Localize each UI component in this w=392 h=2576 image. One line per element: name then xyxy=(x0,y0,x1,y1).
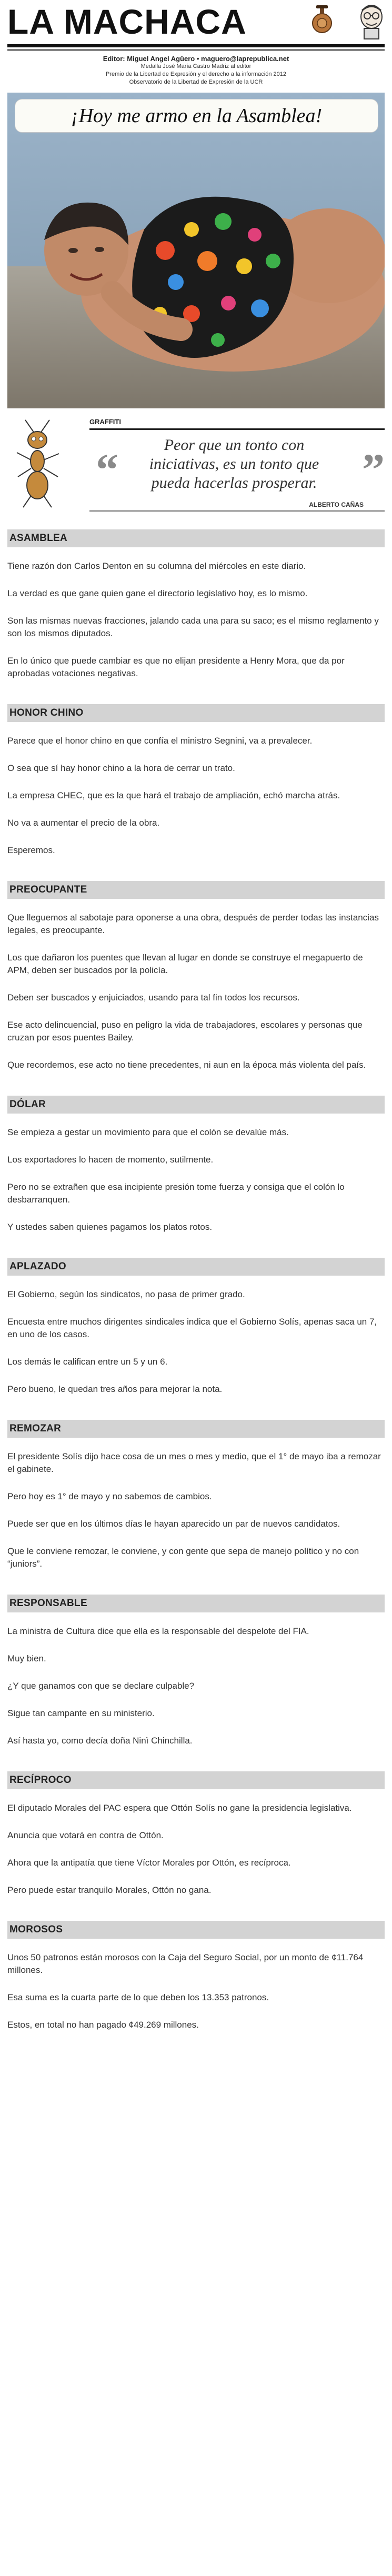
section-paragraph: O sea que sí hay honor chino a la hora de cerrar un trato. xyxy=(7,763,235,773)
section-body xyxy=(7,1939,385,2049)
section-paragraph: Encuesta entre muchos dirigentes sindicales indica que el Gobierno Solís, apenas saca un 7, en uno de los casos. xyxy=(7,1317,377,1339)
section-paragraph: Parece que el honor chino en que confía el ministro Segnini, va a prevalecer. xyxy=(7,736,313,746)
section-paragraph: El Gobierno, según los sindicatos, no pasa de primer grado. xyxy=(7,1289,245,1299)
ant-mascot-icon xyxy=(7,418,71,510)
masthead xyxy=(7,0,385,53)
section-body xyxy=(7,1438,385,1588)
section-paragraph: No va a aumentar el precio de la obra. xyxy=(7,818,160,828)
section-paragraph: En lo único que puede cambiar es que no elijan presidente a Henry Mora, que da por aprobadas votaciones negativas. xyxy=(7,656,345,678)
award-line: Observatorio de la Libertad de Expresión de la UCR xyxy=(129,79,263,85)
beach-photo-illustration xyxy=(7,93,385,408)
section-paragraph: Deben ser buscados y enjuiciados, usando para tal fin todos los recursos. xyxy=(7,993,300,1003)
section-paragraph: La empresa CHEC, que es la que hará el trabajo de ampliación, echó marcha atrás. xyxy=(7,790,340,800)
graffiti-label: GRAFFITI xyxy=(89,418,121,426)
section-paragraph: El diputado Morales del PAC espera que Ottón Solís no gane la presidencia legislativa. xyxy=(7,1803,352,1813)
section-paragraph: Pero puede estar tranquilo Morales, Ottón no gana. xyxy=(7,1885,212,1895)
graffiti-author: ALBERTO CAÑAS xyxy=(309,501,364,508)
section-paragraph: Pero hoy es 1° de mayo y no sabemos de cambios. xyxy=(7,1491,212,1501)
section-heading: PREOCUPANTE xyxy=(7,881,385,899)
section-heading: REMOZAR xyxy=(7,1420,385,1438)
masthead-rule-thin xyxy=(7,49,385,51)
section-paragraph: Esperemos. xyxy=(7,845,55,855)
section-paragraph: Pero bueno, le quedan tres años para mejorar la nota. xyxy=(7,1384,223,1394)
section-paragraph: Pero no se extrañen que esa incipiente presión tome fuerza y consiga que el colón lo desbarranquen. xyxy=(7,1182,345,1205)
section-paragraph: Así hasta yo, como decía doña Ninì Chinchilla. xyxy=(7,1736,193,1746)
masthead-title: LA MACHACA xyxy=(7,2,247,41)
section-paragraph: Ese acto delincuencial, puso en peligro la vida de trabajadores, escolares y personas que cruzan por esos puentes Bailey. xyxy=(7,1020,363,1043)
masthead-rule xyxy=(7,44,385,47)
section-heading: RECÍPROCO xyxy=(7,1771,385,1789)
section-body xyxy=(7,547,385,698)
section-paragraph: La ministra de Cultura dice que ella es la responsable del despelote del FIA. xyxy=(7,1626,309,1636)
credits xyxy=(0,55,392,86)
section-paragraph: ¿Y que ganamos con que se declare culpable? xyxy=(7,1681,195,1691)
section-paragraph: Los demás le califican entre un 5 y un 6. xyxy=(7,1357,168,1367)
section-paragraph: La verdad es que gane quien gane el directorio legislativo hoy, es lo mismo. xyxy=(7,588,308,598)
hero-headline: ¡Hoy me armo en la Asamblea! xyxy=(15,99,378,133)
section-paragraph: Y ustedes saben quienes pagamos los platos rotos. xyxy=(7,1222,213,1232)
graffiti-bottom-rule xyxy=(89,510,385,512)
section-paragraph: Los exportadores lo hacen de momento, sutilmente. xyxy=(7,1155,214,1165)
graffiti-rule xyxy=(89,428,385,430)
section-paragraph: Estos, en total no han pagado ¢49.269 millones. xyxy=(7,2020,199,2030)
close-quote-icon: ” xyxy=(362,444,385,495)
award-line: Premio de la Libertad de Expresión y el derecho a la información 2012 xyxy=(105,71,287,77)
editor-line: Editor: Miguel Angel Agüero • maguero@laprepublica.net xyxy=(103,55,289,63)
section-heading: APLAZADO xyxy=(7,1258,385,1276)
editor-caricature xyxy=(355,2,388,40)
section-body xyxy=(7,1612,385,1765)
section-paragraph: Tiene razón don Carlos Denton en su columna del miércoles en este diario. xyxy=(7,561,306,571)
section-paragraph: Que le conviene remozar, le conviene, y con gente que sepa de manejo político y no con “juniors”. xyxy=(7,1546,359,1569)
graffiti-box xyxy=(7,418,385,523)
section-paragraph: El presidente Solís dijo hace cosa de un mes o mes y medio, que el 1° de mayo iba a remozar el gabinete. xyxy=(7,1451,381,1474)
section-body xyxy=(7,722,385,875)
section-heading: ASAMBLEA xyxy=(7,529,385,547)
section-paragraph: Que recordemos, ese acto no tiene precedentes, ni aun en la época más violenta del país. xyxy=(7,1060,366,1070)
section-heading: RESPONSABLE xyxy=(7,1595,385,1612)
section-paragraph: Puede ser que en los últimos días le hayan aparecido un par de nuevos candidatos. xyxy=(7,1519,340,1529)
section-body xyxy=(7,1276,385,1414)
section-paragraph: Esa suma es la cuarta parte de lo que deben los 13.353 patronos. xyxy=(7,1992,269,2002)
section-heading: DÓLAR xyxy=(7,1096,385,1114)
hero-photo xyxy=(7,93,385,408)
section-paragraph: Sigue tan campante en su ministerio. xyxy=(7,1708,155,1718)
section-body xyxy=(7,1789,385,1915)
section-heading: HONOR CHINO xyxy=(7,704,385,722)
section-body xyxy=(7,1114,385,1251)
award-line: Medalla José María Castro Madriz al editor xyxy=(140,63,252,69)
section-paragraph: Que lleguemos al sabotaje para oponerse a una obra, después de perder todas las instancias legales, es preocupante. xyxy=(7,913,379,935)
columns-sections xyxy=(0,529,392,2049)
section-paragraph: Muy bien. xyxy=(7,1653,46,1663)
section-body xyxy=(7,899,385,1089)
section-paragraph: Unos 50 patronos están morosos con la Caja del Seguro Social, por un monto de ¢11.764 millones. xyxy=(7,1952,364,1975)
section-heading: MOROSOS xyxy=(7,1921,385,1939)
section-paragraph: Anuncia que votará en contra de Ottón. xyxy=(7,1830,164,1840)
section-paragraph: Los que dañaron los puentes que llevan al lugar en donde se construye el megapuerto de APM, deben ser buscados por la policía. xyxy=(7,953,363,975)
section-paragraph: Son las mismas nuevas fracciones, jalando cada una para su saco; es el mismo reglamento y son los mismos diputados. xyxy=(7,616,379,638)
grinder-emblem-icon xyxy=(310,4,334,36)
section-paragraph: Ahora que la antipatía que tiene Víctor Morales por Ottón, es recíproca. xyxy=(7,1858,291,1868)
graffiti-quote: Peor que un tonto con iniciativas, es un tonto que pueda hacerlas prosperar. xyxy=(149,436,319,492)
section-paragraph: Se empieza a gestar un movimiento para que el colón se devalúe más. xyxy=(7,1127,289,1137)
open-quote-icon: “ xyxy=(96,444,118,495)
